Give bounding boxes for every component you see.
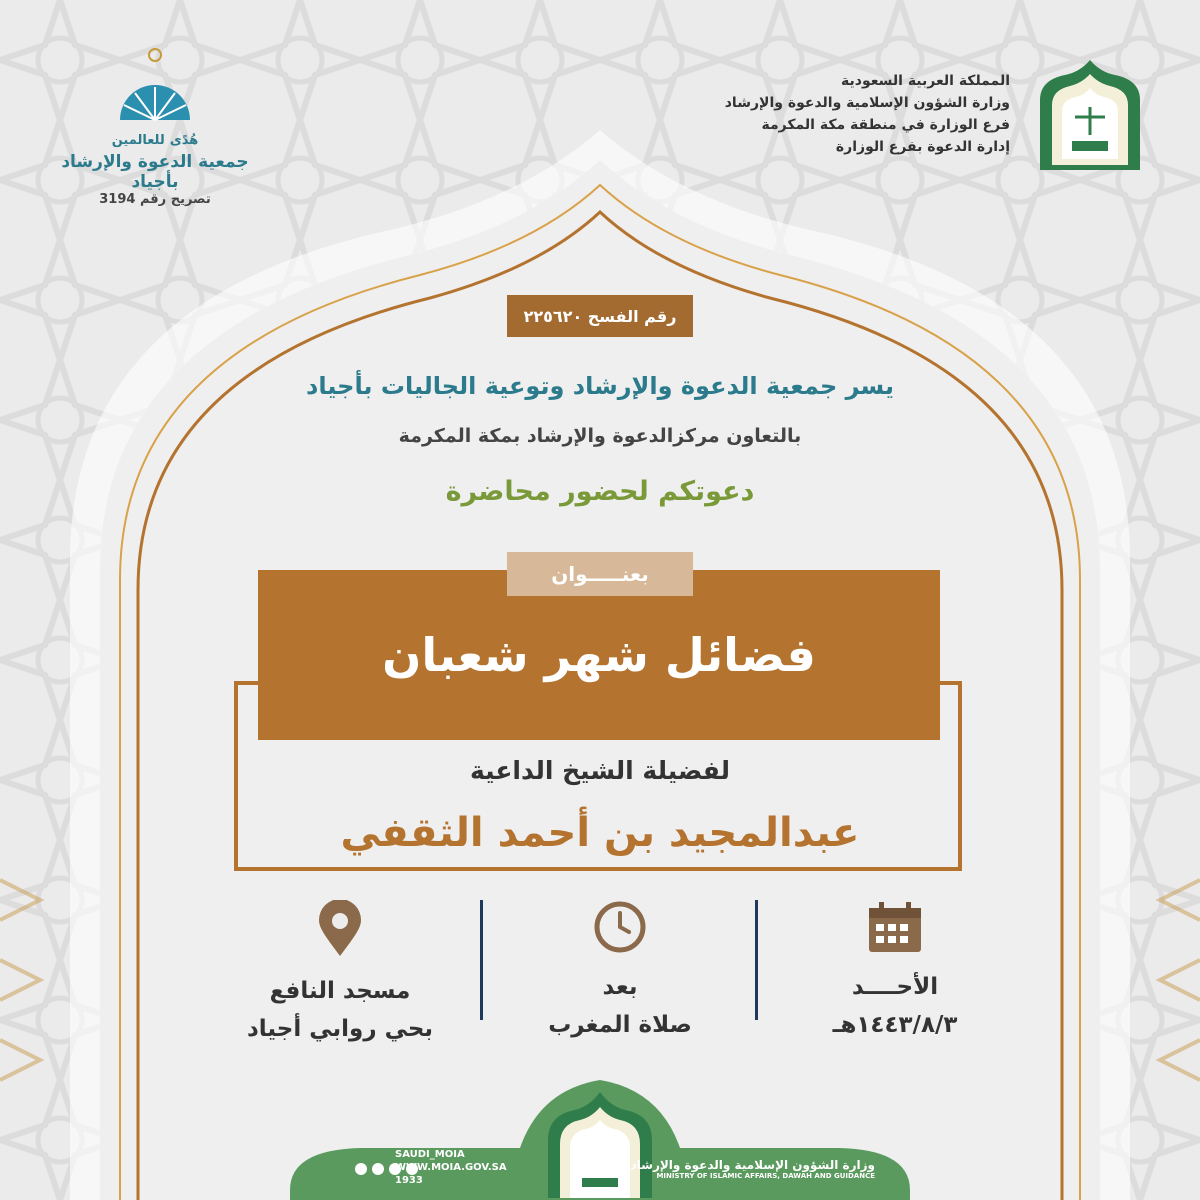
footer-ministry-ar: وزارة الشؤون الإسلامية والدعوة والإرشاد bbox=[630, 1158, 875, 1172]
footer-contact bbox=[395, 1148, 507, 1187]
footer-ministry bbox=[631, 1158, 876, 1180]
date-day: الأحــــد bbox=[851, 974, 939, 1000]
lecture-title: فضائل شهر شعبان bbox=[382, 628, 816, 682]
title-label: بعنـــــوان bbox=[507, 552, 693, 596]
invitation-host: يسر جمعية الدعوة والإرشاد وتوعية الجاليات بأجياد bbox=[306, 372, 894, 400]
lilalamin-text: للعالمين bbox=[111, 133, 165, 148]
sheikh-name: عبدالمجيد بن أحمد الثقفي bbox=[340, 810, 860, 856]
ministry-line: وزارة الشؤون الإسلامية والدعوة والإرشاد bbox=[724, 95, 1010, 111]
location-pin-icon bbox=[315, 900, 365, 958]
clock-icon bbox=[593, 900, 647, 954]
association-logo bbox=[55, 45, 255, 207]
association-name: جمعية الدعوة والإرشاد بأجياد bbox=[61, 152, 249, 192]
twitter-icon bbox=[355, 1163, 367, 1175]
divider bbox=[755, 900, 758, 1020]
invitation-partner: بالتعاون مركزالدعوة والإرشاد بمكة المكرمة bbox=[398, 425, 802, 447]
footer-code: 1933 bbox=[395, 1175, 423, 1186]
ministry-line: إدارة الدعوة بفرع الوزارة bbox=[835, 139, 1010, 155]
sheikh-label: لفضيلة الشيخ الداعية bbox=[469, 756, 731, 785]
date-value: ١٤٤٣/٨/٣هـ bbox=[832, 1012, 958, 1038]
time-prefix: بعد bbox=[602, 974, 638, 1000]
invitation-call: دعوتكم لحضور محاضرة bbox=[445, 476, 755, 507]
footer-ministry-en: MINISTRY OF ISLAMIC AFFAIRS, DAWAH AND GUIDANCE bbox=[656, 1172, 875, 1180]
place-area: بحي روابي أجياد bbox=[246, 1016, 434, 1042]
date-info bbox=[765, 900, 1025, 1044]
ministry-line: فرع الوزارة في منطقة مكة المكرمة bbox=[761, 117, 1010, 133]
ministry-header bbox=[680, 70, 1010, 158]
calendar-icon bbox=[865, 900, 925, 954]
association-permit: تصريح رقم 3194 bbox=[99, 192, 211, 207]
footer-website: WWW.MOIA.GOV.SA bbox=[395, 1162, 507, 1173]
instagram-icon bbox=[372, 1163, 384, 1175]
ministry-line: المملكة العربية السعودية bbox=[841, 73, 1010, 89]
sun-dome-icon bbox=[100, 45, 210, 125]
time-value: صلاة المغرب bbox=[548, 1012, 692, 1038]
ministry-logo bbox=[1030, 55, 1150, 175]
permit-number-badge: رقم الفسح ٢٢٥٦٢٠ bbox=[507, 295, 693, 337]
footer-handle: SAUDI_MOIA bbox=[395, 1149, 465, 1160]
place-info bbox=[210, 900, 470, 1048]
footer-band bbox=[0, 1070, 1200, 1200]
divider bbox=[480, 900, 483, 1020]
place-name: مسجد النافع bbox=[269, 978, 411, 1004]
hoda-text: هُدًى bbox=[169, 133, 199, 148]
time-info bbox=[490, 900, 750, 1044]
